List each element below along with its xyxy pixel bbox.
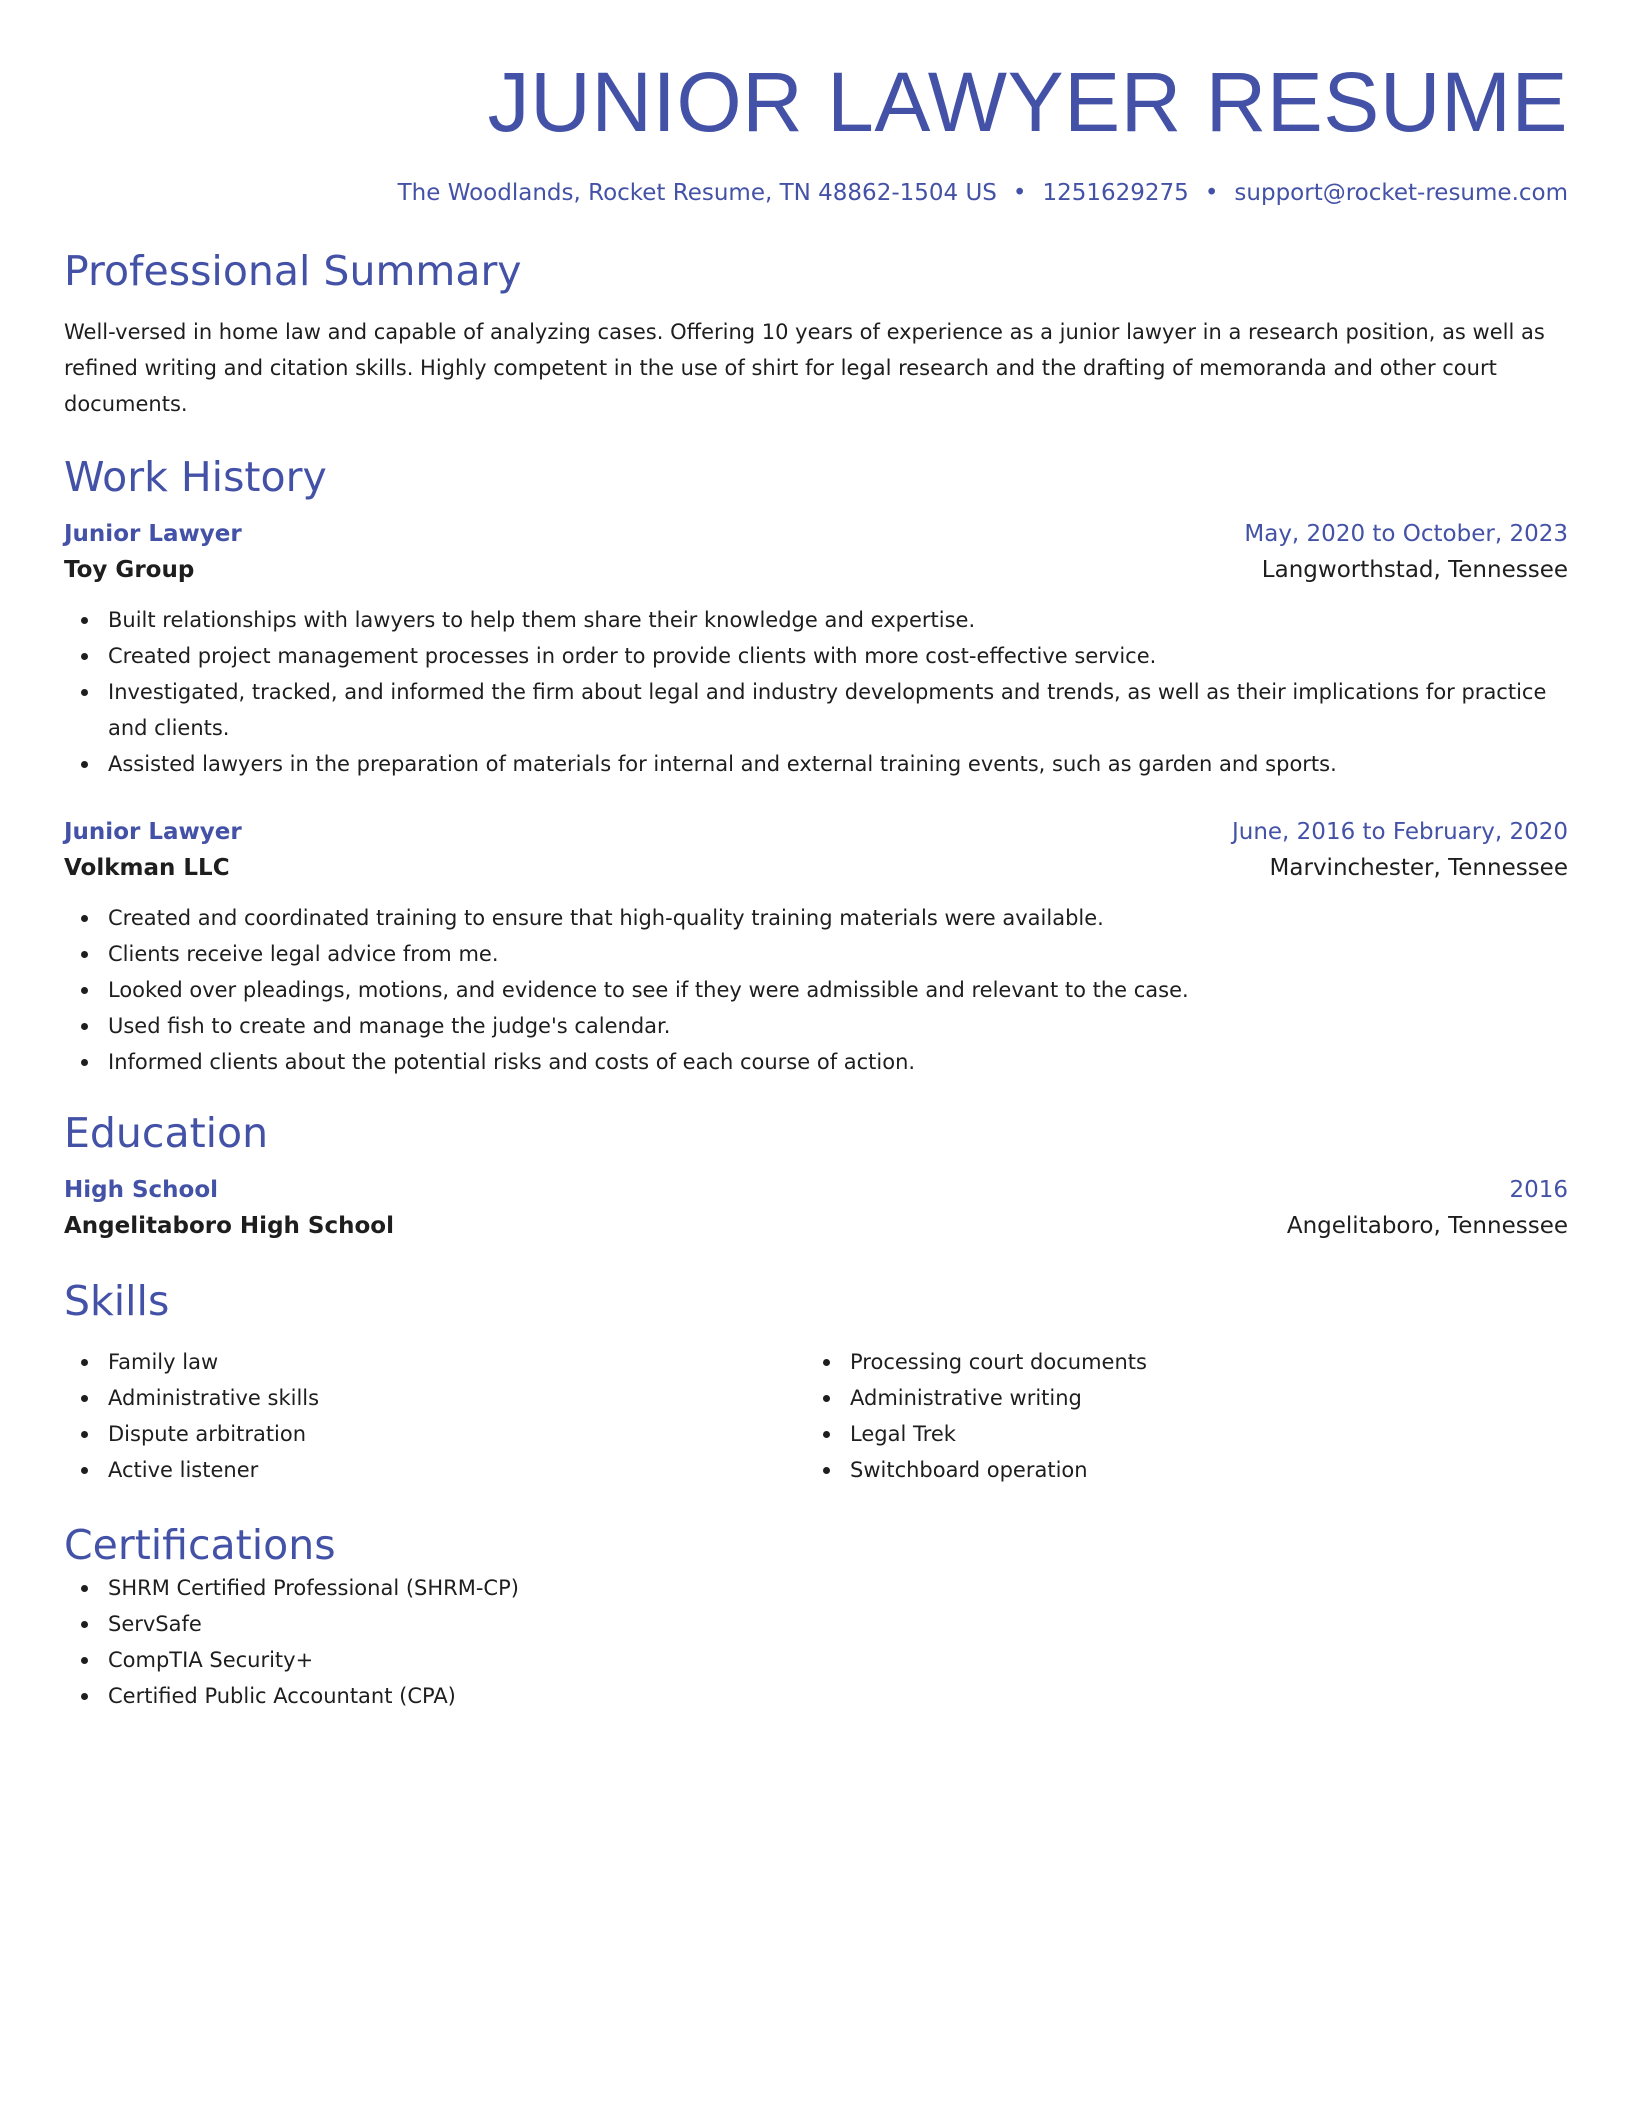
- work-entry: [64, 516, 1568, 782]
- education-heading: Education: [64, 1109, 269, 1157]
- education-entry: [64, 1172, 1568, 1244]
- job-bullet: Looked over pleadings, motions, and evidence to see if they were admissible and relevant to the case.: [108, 972, 1568, 1008]
- school-name: Angelitaboro High School: [64, 1213, 394, 1239]
- skills-column-left: [64, 1344, 806, 1488]
- contact-separator: •: [1204, 180, 1219, 206]
- job-title: Junior Lawyer: [64, 819, 242, 845]
- summary-heading: Professional Summary: [64, 247, 522, 295]
- certifications-list: [64, 1570, 1568, 1714]
- work-entry-subheader: [64, 850, 1568, 886]
- work-entry-header: [64, 516, 1568, 552]
- job-bullet: Investigated, tracked, and informed the firm about legal and industry developments and trends, as well as their implications for practice and clients.: [108, 674, 1568, 746]
- degree: High School: [64, 1177, 219, 1203]
- skill-item: Processing court documents: [850, 1344, 1548, 1380]
- company-name: Volkman LLC: [64, 855, 230, 881]
- skills-list: [64, 1344, 806, 1488]
- resume-page: [64, 0, 1568, 1714]
- skills-list: [806, 1344, 1548, 1488]
- job-dates: June, 2016 to February, 2020: [1231, 819, 1568, 845]
- job-dates: May, 2020 to October, 2023: [1244, 521, 1568, 547]
- education-entry-subheader: [64, 1208, 1568, 1244]
- skill-item: Dispute arbitration: [108, 1416, 806, 1452]
- contact-line: [64, 178, 1568, 208]
- skills-grid: [64, 1344, 1568, 1488]
- job-bullet: Created and coordinated training to ensure that high-quality training materials were available.: [108, 900, 1568, 936]
- certification-item: CompTIA Security+: [108, 1642, 1568, 1678]
- contact-separator: •: [1012, 180, 1027, 206]
- skill-item: Administrative skills: [108, 1380, 806, 1416]
- graduation-year: 2016: [1509, 1177, 1568, 1203]
- job-bullet: Built relationships with lawyers to help them share their knowledge and expertise.: [108, 602, 1568, 638]
- job-title: Junior Lawyer: [64, 521, 242, 547]
- contact-phone: 1251629275: [1042, 180, 1189, 206]
- work-entry-header: [64, 814, 1568, 850]
- company-name: Toy Group: [64, 557, 195, 583]
- skill-item: Legal Trek: [850, 1416, 1548, 1452]
- school-location: Angelitaboro, Tennessee: [1286, 1213, 1568, 1239]
- job-bullets: [64, 602, 1568, 782]
- work-entry: [64, 814, 1568, 1080]
- contact-email[interactable]: support@rocket-resume.com: [1234, 180, 1568, 206]
- contact-address: The Woodlands, Rocket Resume, TN 48862-1504 US: [397, 180, 997, 206]
- skill-item: Active listener: [108, 1452, 806, 1488]
- job-location: Marvinchester, Tennessee: [1269, 855, 1568, 881]
- job-bullet: Used fish to create and manage the judge's calendar.: [108, 1008, 1568, 1044]
- certification-item: SHRM Certified Professional (SHRM-CP): [108, 1570, 1568, 1606]
- certification-item: Certified Public Accountant (CPA): [108, 1678, 1568, 1714]
- job-bullets: [64, 900, 1568, 1080]
- certification-item: ServSafe: [108, 1606, 1568, 1642]
- job-bullet: Clients receive legal advice from me.: [108, 936, 1568, 972]
- job-location: Langworthstad, Tennessee: [1261, 557, 1568, 583]
- job-bullet: Informed clients about the potential risks and costs of each course of action.: [108, 1044, 1568, 1080]
- resume-title: JUNIOR LAWYER RESUME: [487, 55, 1568, 149]
- skills-column-right: [806, 1344, 1548, 1488]
- education-entry-header: [64, 1172, 1568, 1208]
- summary-text: Well-versed in home law and capable of analyzing cases. Offering 10 years of experience as a junior lawyer in a research position, as well as refined writing and citation skills. Highly competent in the use of shirt for legal research and the drafting of memoranda and other court documents.: [64, 320, 1545, 416]
- work-history-heading: Work History: [64, 453, 327, 501]
- skills-heading: Skills: [64, 1277, 170, 1325]
- certifications-heading: Certifications: [64, 1521, 336, 1569]
- skill-item: Family law: [108, 1344, 806, 1380]
- job-bullet: Created project management processes in order to provide clients with more cost-effective service.: [108, 638, 1568, 674]
- job-bullet: Assisted lawyers in the preparation of materials for internal and external training events, such as garden and sports.: [108, 746, 1568, 782]
- skill-item: Administrative writing: [850, 1380, 1548, 1416]
- work-entry-subheader: [64, 552, 1568, 588]
- skill-item: Switchboard operation: [850, 1452, 1548, 1488]
